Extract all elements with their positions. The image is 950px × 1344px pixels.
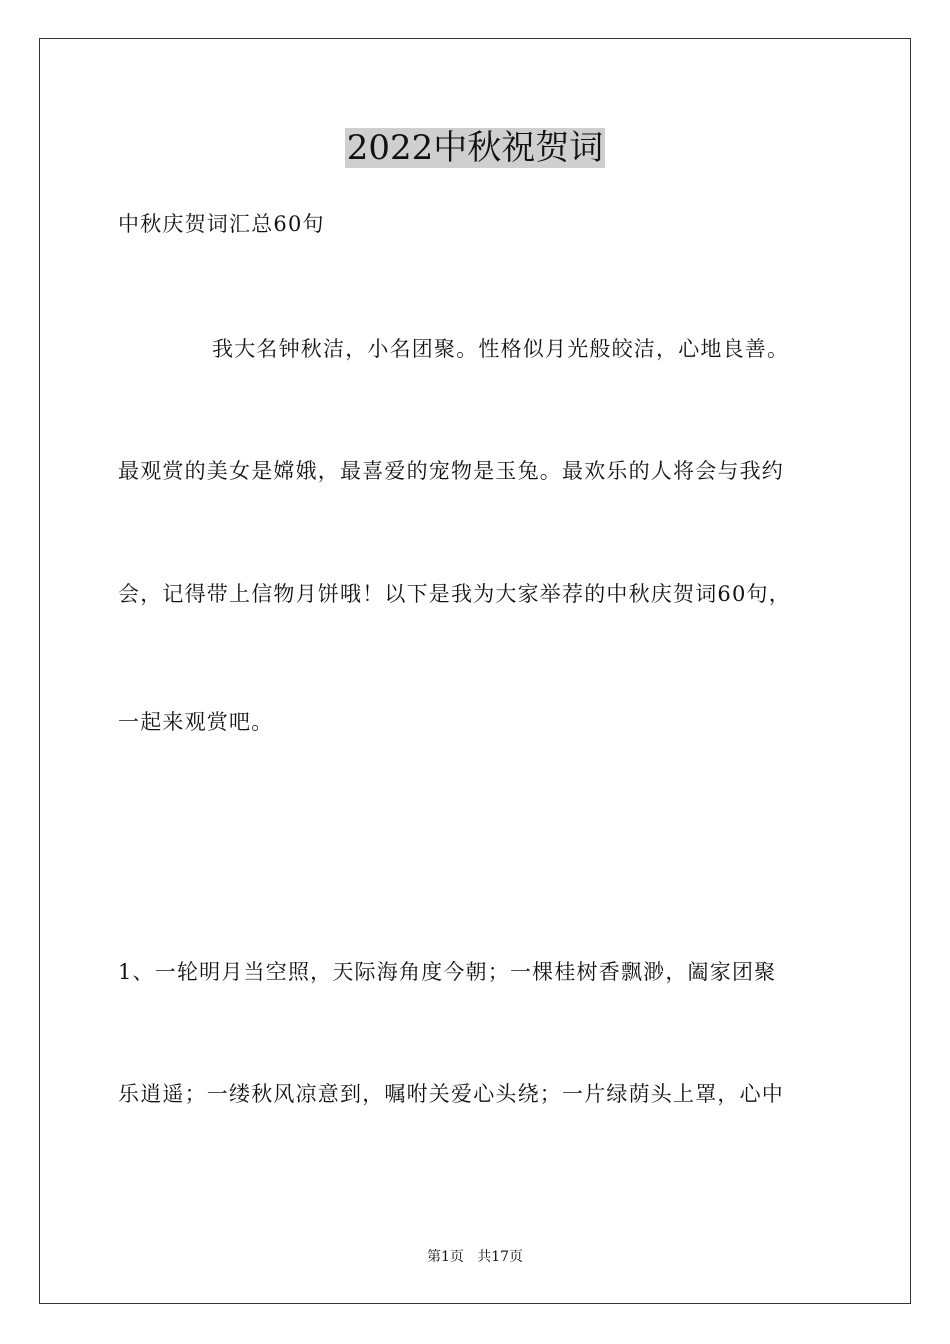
paragraph-line: 乐逍遥；一缕秋风凉意到，嘱咐关爱心头绕；一片绿荫头上罩，心中 <box>118 1082 784 1106</box>
title-container <box>0 128 950 168</box>
paragraph-line: 1、一轮明月当空照，天际海角度今朝；一棵桂树香飘渺，阖家团聚 <box>118 960 777 984</box>
page-footer: 第1页 共17页 <box>426 1249 524 1265</box>
paragraph-line: 会，记得带上信物月饼哦！以下是我为大家举荐的中秋庆贺词60句， <box>118 582 791 606</box>
paragraph-line: 我大名钟秋洁，小名团聚。性格似月光般皎洁，心地良善。 <box>212 337 790 361</box>
paragraph-line: 最观赏的美女是嫦娥，最喜爱的宠物是玉兔。最欢乐的人将会与我约 <box>118 459 784 483</box>
paragraph-line: 一起来观赏吧。 <box>118 710 274 734</box>
document-subtitle: 中秋庆贺词汇总60句 <box>118 212 325 236</box>
document-title: 2022中秋祝贺词 <box>346 128 604 168</box>
